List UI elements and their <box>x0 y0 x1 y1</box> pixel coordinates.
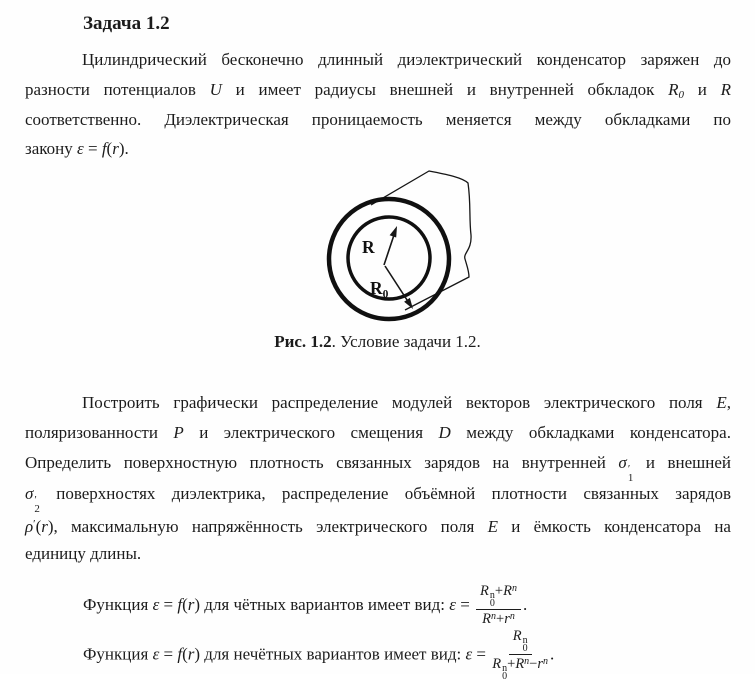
fraction-denominator: $R^n+r^n$ <box>482 611 515 627</box>
task-paragraph <box>25 388 731 569</box>
symbol-with-indices: σ ′ 1 <box>618 453 634 485</box>
outer-radius-label <box>370 278 389 301</box>
text-line: σ ′ 2 поверхностях диэлектрика, распределение объёмной плотности связанных зарядов <box>25 483 731 515</box>
fraction-denominator: R n 0 $+R^n-r^n$ <box>492 656 549 682</box>
outer-radius-label-main: R <box>370 278 383 298</box>
text-line: поляризованности P и электрического смещения D между обкладками конденсатора. <box>25 423 731 443</box>
outer-radius-label-sub: 0 <box>382 288 389 301</box>
radius-arrow-inner-head <box>390 226 397 238</box>
fraction-numerator <box>509 628 532 655</box>
text-line: закону ε = f(r). <box>25 139 129 159</box>
capacitor-drawing <box>312 166 502 324</box>
figure-caption <box>0 331 755 353</box>
symbol-with-indices: σ ′ 2 <box>25 483 40 515</box>
text-line: Цилиндрический бесконечно длинный диэлектрический конденсатор заряжен до <box>82 50 731 69</box>
fraction <box>492 628 548 681</box>
text-line: ρ′(r), максимальную напряжённость электрического поля E и ёмкость конденсатора на <box>25 516 731 536</box>
figure-caption-text: . Условие задачи 1.2. <box>331 332 481 351</box>
problem-title: Задача 1.2 <box>83 13 170 34</box>
text-line: разности потенциалов U и имеет радиусы внешней и внутренней обкладок R0 и R <box>25 79 731 101</box>
figure-capacitor-cross-section <box>312 166 502 324</box>
text-line: Определить поверхностную плотность связанных зарядов на внутренней σ ′ 1 и внешней <box>25 453 731 485</box>
inner-electrode-circle <box>348 217 430 299</box>
text-line: Построить графически распределение модулей векторов электрического поля E, <box>82 393 731 412</box>
radius-arrow-inner-line <box>384 232 395 265</box>
symbol-with-indices: R n 0 <box>492 656 508 682</box>
symbol-with-indices: R n 0 <box>480 583 495 609</box>
fraction-numerator: R n 0 $+R^n$ <box>476 583 521 610</box>
text-line: единицу длины. <box>25 543 142 563</box>
text-line: соответственно. Диэлектрическая проницаемость меняется между обкладками по <box>25 109 731 129</box>
formula-even-variants: Функция ε = f(r) для чётных вариантов имеет вид: ε = R n 0 $+R^n$ $R^n+r^n$ . <box>83 583 528 627</box>
formula-odd-variants: Функция ε = f(r) для нечётных вариантов имеет вид: ε = R n 0 R n 0 $+R^n-r^n$ . <box>83 628 555 682</box>
fraction <box>476 583 521 627</box>
inner-radius-label: R <box>362 237 375 257</box>
radius-arrow-outer-head <box>404 298 413 309</box>
symbol-with-indices: R n 0 <box>512 628 528 654</box>
problem-statement-paragraph <box>25 45 731 164</box>
figure-caption-number: Рис. 1.2 <box>274 332 332 351</box>
